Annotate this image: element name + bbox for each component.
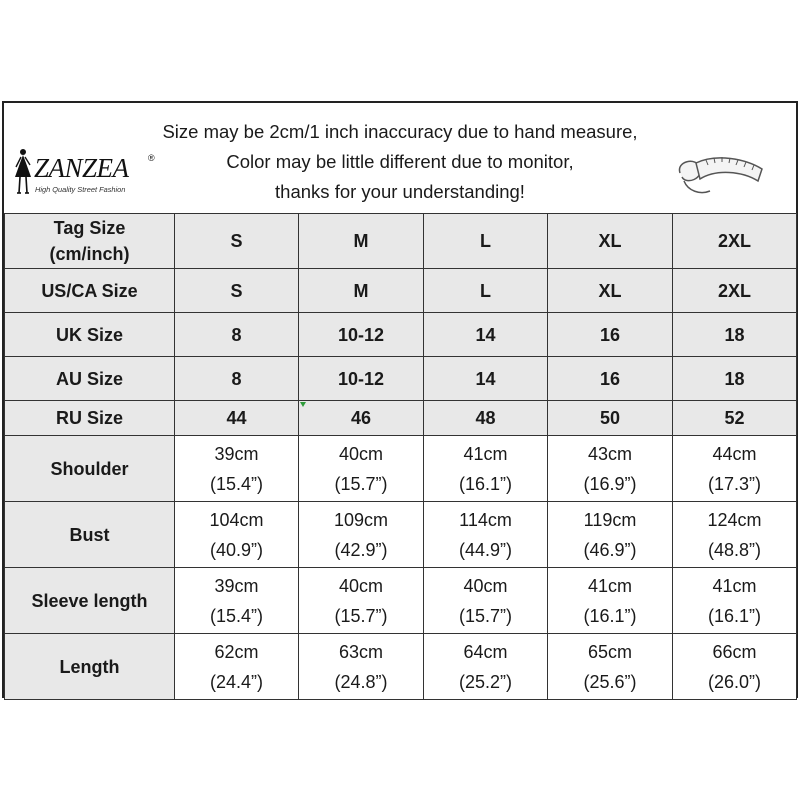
inch-value: (15.4”) [209, 473, 263, 494]
measurement-cell [175, 634, 299, 700]
measurement-cell [673, 436, 797, 502]
cm-value: 43cm [587, 443, 632, 464]
table-cell: 10-12 [299, 357, 424, 401]
table-cell: 48 [424, 401, 548, 436]
table-cell: 46 [299, 401, 424, 436]
size-chart-sheet [2, 101, 798, 698]
table-cell: 8 [175, 313, 299, 357]
cm-value: 66cm [712, 641, 757, 662]
inch-value: (17.3”) [707, 473, 761, 494]
measurement-cell [299, 634, 424, 700]
measurement-cell [424, 436, 548, 502]
measurement-row [5, 568, 797, 634]
inch-value: (24.8”) [334, 671, 388, 692]
measurement-row [5, 502, 797, 568]
inch-value: (42.9”) [334, 539, 388, 560]
table-cell: 52 [673, 401, 797, 436]
green-marker [300, 402, 306, 407]
table-cell: 2XL [673, 269, 797, 313]
size-table [4, 213, 797, 700]
table-cell: 16 [548, 313, 673, 357]
measurement-row [5, 436, 797, 502]
inch-value: (16.9”) [583, 473, 637, 494]
tag-size-label: Tag Size (cm/inch) [49, 218, 130, 264]
inch-value: (40.9”) [209, 539, 263, 560]
inch-value: (26.0”) [707, 671, 761, 692]
cm-value: 40cm [338, 443, 383, 464]
size-conversion-row [5, 357, 797, 401]
inch-value: (48.8”) [707, 539, 761, 560]
cm-value: 41cm [587, 575, 632, 596]
measuring-tape-icon [666, 151, 766, 201]
table-cell: S [175, 269, 299, 313]
cm-value: 109cm [333, 509, 389, 530]
row-label-cell: Length [5, 634, 175, 700]
cm-value: 64cm [463, 641, 508, 662]
inch-value: (16.1”) [458, 473, 512, 494]
inch-value: (16.1”) [707, 605, 761, 626]
cm-value: 44cm [712, 443, 757, 464]
measurement-cell [424, 502, 548, 568]
measurement-cell [548, 436, 673, 502]
table-cell: 14 [424, 357, 548, 401]
brand-tagline: High Quality Street Fashion [35, 185, 126, 194]
inch-value: (15.4”) [209, 605, 263, 626]
cm-value: 124cm [707, 509, 762, 530]
size-header-cell: 2XL [673, 214, 797, 269]
table-cell: 10-12 [299, 313, 424, 357]
inch-value: (15.7”) [458, 605, 512, 626]
measurement-cell [673, 568, 797, 634]
row-label-cell: RU Size [5, 401, 175, 436]
cm-value: 39cm [214, 443, 259, 464]
cm-value: 40cm [463, 575, 508, 596]
table-cell: L [424, 269, 548, 313]
table-cell: M [299, 269, 424, 313]
measurement-cell [299, 502, 424, 568]
cm-value: 119cm [583, 509, 637, 530]
table-cell: 44 [175, 401, 299, 436]
size-header-cell: S [175, 214, 299, 269]
measurement-cell [673, 502, 797, 568]
table-cell: 18 [673, 357, 797, 401]
registered-mark: ® [148, 153, 155, 163]
notice-line-3: thanks for your understanding! [275, 181, 525, 202]
table-cell: XL [548, 269, 673, 313]
chart-header [4, 103, 796, 215]
measurement-cell [299, 436, 424, 502]
cm-value: 104cm [209, 509, 264, 530]
cm-value: 40cm [338, 575, 383, 596]
cm-value: 41cm [463, 443, 508, 464]
measurement-cell [175, 436, 299, 502]
cm-value: 114cm [459, 509, 512, 530]
table-cell: 8 [175, 357, 299, 401]
table-cell: 16 [548, 357, 673, 401]
cm-value: 65cm [587, 641, 632, 662]
table-cell: 18 [673, 313, 797, 357]
measurement-cell [424, 568, 548, 634]
inch-value: (16.1”) [583, 605, 637, 626]
measurement-cell [548, 568, 673, 634]
notice-line-1: Size may be 2cm/1 inch inaccuracy due to hand measure, [162, 121, 638, 142]
cm-value: 39cm [214, 575, 259, 596]
size-header-cell: L [424, 214, 548, 269]
measurement-cell [424, 634, 548, 700]
notice-line-2: Color may be little different due to monitor, [226, 151, 574, 172]
inch-value: (15.7”) [334, 605, 388, 626]
inch-value: (15.7”) [334, 473, 388, 494]
measurement-cell [175, 502, 299, 568]
table-header-row [5, 214, 797, 269]
measurement-cell [548, 634, 673, 700]
inch-value: (46.9”) [583, 539, 637, 560]
cm-value: 41cm [712, 575, 757, 596]
table-cell: 50 [548, 401, 673, 436]
inch-value: (25.6”) [583, 671, 637, 692]
measurement-cell [299, 568, 424, 634]
size-conversion-row [5, 313, 797, 357]
inch-value: (24.4”) [209, 671, 263, 692]
brand-name: ZANZEA [34, 153, 129, 183]
measurement-cell [548, 502, 673, 568]
size-header-cell: XL [548, 214, 673, 269]
size-header-cell: M [299, 214, 424, 269]
row-label-cell: US/CA Size [5, 269, 175, 313]
row-label-cell: AU Size [5, 357, 175, 401]
header-label-cell [5, 214, 175, 269]
row-label-cell: Shoulder [5, 436, 175, 502]
row-label-cell: Sleeve length [5, 568, 175, 634]
size-conversion-row [5, 269, 797, 313]
measurement-cell [673, 634, 797, 700]
measurement-cell [175, 568, 299, 634]
inch-value: (44.9”) [458, 539, 512, 560]
cm-value: 63cm [338, 641, 383, 662]
row-label-cell: UK Size [5, 313, 175, 357]
cm-value: 62cm [214, 641, 259, 662]
row-label-cell: Bust [5, 502, 175, 568]
inch-value: (25.2”) [458, 671, 512, 692]
size-conversion-row [5, 401, 797, 436]
measurement-row [5, 634, 797, 700]
table-cell: 14 [424, 313, 548, 357]
